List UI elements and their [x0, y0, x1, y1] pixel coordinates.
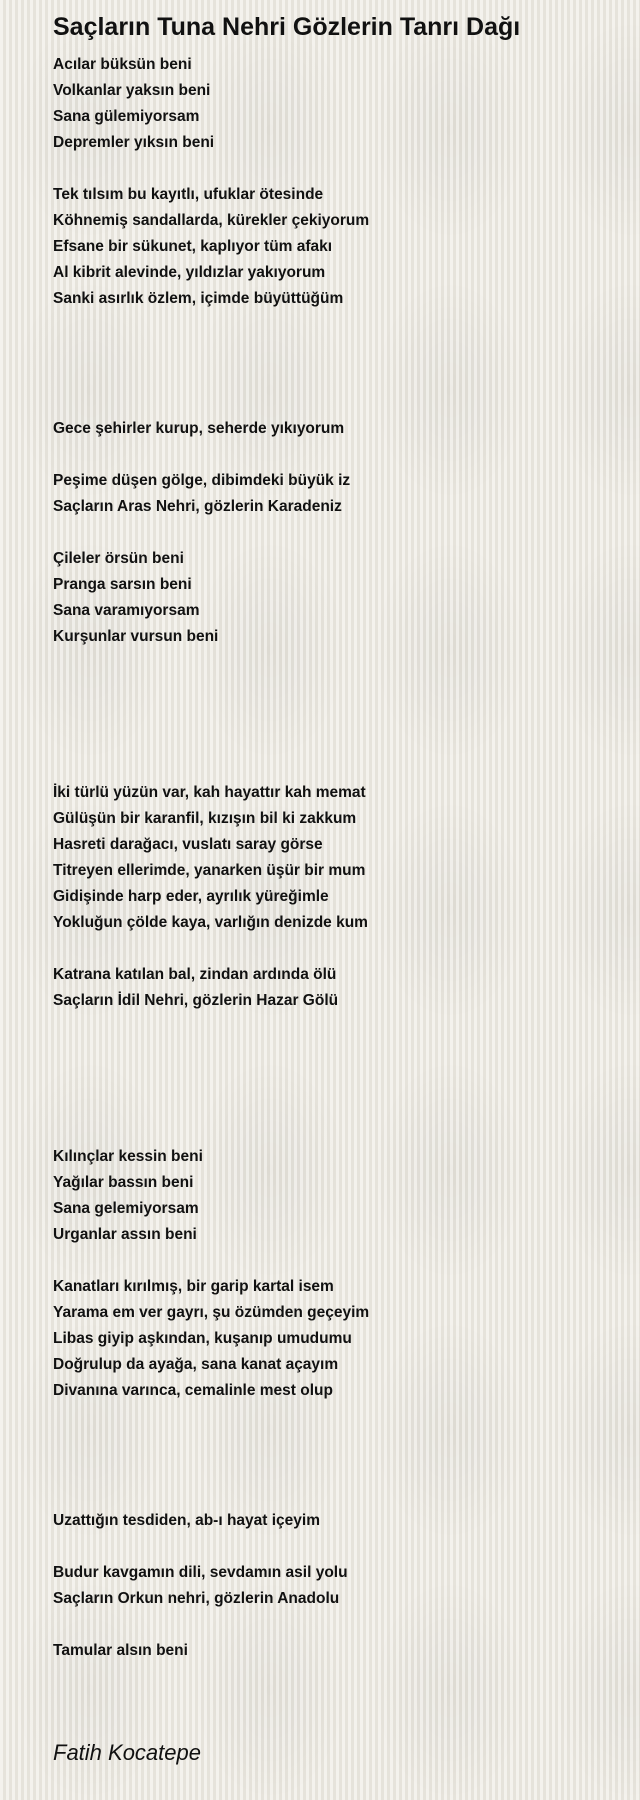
poem-line: Doğrulup da ayağa, sana kanat açayım	[53, 1356, 339, 1373]
stanza-gap	[53, 754, 623, 780]
poem-line: Al kibrit alevinde, yıldızlar yakıyorum	[53, 264, 326, 281]
stanza-gap	[53, 1118, 623, 1144]
poem-line: Yağılar bassın beni	[53, 1174, 194, 1191]
stanza-gap	[53, 390, 623, 416]
stanza-gap	[53, 1534, 623, 1560]
poem-line: Tek tılsım bu kayıtlı, ufuklar ötesinde	[53, 186, 324, 203]
stanza-gap	[53, 156, 623, 182]
poem-line: Gülüşün bir karanfil, kızışın bil ki zakkum	[53, 810, 357, 827]
poem-line: Volkanlar yaksın beni	[53, 82, 211, 99]
poem-line: Sana gülemiyorsam	[53, 108, 200, 125]
poem-line: Libas giyip aşkından, kuşanıp umudumu	[53, 1330, 352, 1347]
poem-title: Saçların Tuna Nehri Gözlerin Tanrı Dağı	[53, 13, 521, 41]
stanza-gap	[53, 338, 623, 364]
poem-line: Budur kavgamın dili, sevdamın asil yolu	[53, 1564, 348, 1581]
stanza-gap	[53, 1482, 623, 1508]
stanza-gap	[53, 1430, 623, 1456]
stanza-gap	[53, 520, 623, 546]
poem-line: Peşime düşen gölge, dibimdeki büyük iz	[53, 472, 351, 489]
poem-line: Efsane bir sükunet, kaplıyor tüm afakı	[53, 238, 333, 255]
poem-line: İki türlü yüzün var, kah hayattır kah memat	[53, 784, 366, 801]
poem-line: Pranga sarsın beni	[53, 576, 192, 593]
stanza-gap	[53, 1404, 623, 1430]
poem-line: Kurşunlar vursun beni	[53, 628, 219, 645]
poem-page	[53, 0, 623, 1664]
stanza-gap	[53, 1014, 623, 1040]
poem-line: Depremler yıksın beni	[53, 134, 215, 151]
poem-line: Sana gelemiyorsam	[53, 1200, 199, 1217]
poem-line: Kılınçlar kessin beni	[53, 1148, 203, 1165]
stanza-gap	[53, 312, 623, 338]
poem-body	[53, 52, 623, 1664]
poem-line: Katrana katılan bal, zindan ardında ölü	[53, 966, 337, 983]
poem-line: Gece şehirler kurup, seherde yıkıyorum	[53, 420, 345, 437]
poem-line: Uzattığın tesdiden, ab-ı hayat içeyim	[53, 1512, 321, 1529]
stanza-gap	[53, 650, 623, 676]
poem-line: Titreyen ellerimde, yanarken üşür bir mum	[53, 862, 366, 879]
stanza-gap	[53, 1612, 623, 1638]
stanza-gap	[53, 442, 623, 468]
poem-line: Gidişinde harp eder, ayrılık yüreğimle	[53, 888, 329, 905]
poem-author: Fatih Kocatepe	[53, 1740, 201, 1765]
poem-line: Hasreti darağacı, vuslatı saray görse	[53, 836, 323, 853]
poem-line: Acılar büksün beni	[53, 56, 192, 73]
poem-line: Saçların Orkun nehri, gözlerin Anadolu	[53, 1590, 340, 1607]
poem-line: Urganlar assın beni	[53, 1226, 197, 1243]
poem-line: Çileler örsün beni	[53, 550, 184, 567]
poem-line: Yokluğun çölde kaya, varlığın denizde kum	[53, 914, 368, 931]
poem-line: Divanına varınca, cemalinle mest olup	[53, 1382, 333, 1399]
poem-line: Tamular alsın beni	[53, 1642, 188, 1659]
stanza-gap	[53, 1066, 623, 1092]
poem-line: Kanatları kırılmış, bir garip kartal isem	[53, 1278, 334, 1295]
stanza-gap	[53, 676, 623, 702]
poem-line: Saçların Aras Nehri, gözlerin Karadeniz	[53, 498, 342, 515]
poem-line: Köhnemiş sandallarda, kürekler çekiyorum	[53, 212, 370, 229]
stanza-gap	[53, 728, 623, 754]
stanza-gap	[53, 936, 623, 962]
poem-line: Yarama em ver gayrı, şu özümden geçeyim	[53, 1304, 370, 1321]
stanza-gap	[53, 702, 623, 728]
stanza-gap	[53, 1248, 623, 1274]
stanza-gap	[53, 1092, 623, 1118]
stanza-gap	[53, 364, 623, 390]
poem-line: Sana varamıyorsam	[53, 602, 200, 619]
stanza-gap	[53, 1456, 623, 1482]
poem-line: Saçların İdil Nehri, gözlerin Hazar Gölü	[53, 992, 339, 1009]
stanza-gap	[53, 1040, 623, 1066]
poem-line: Sanki asırlık özlem, içimde büyüttüğüm	[53, 290, 344, 307]
